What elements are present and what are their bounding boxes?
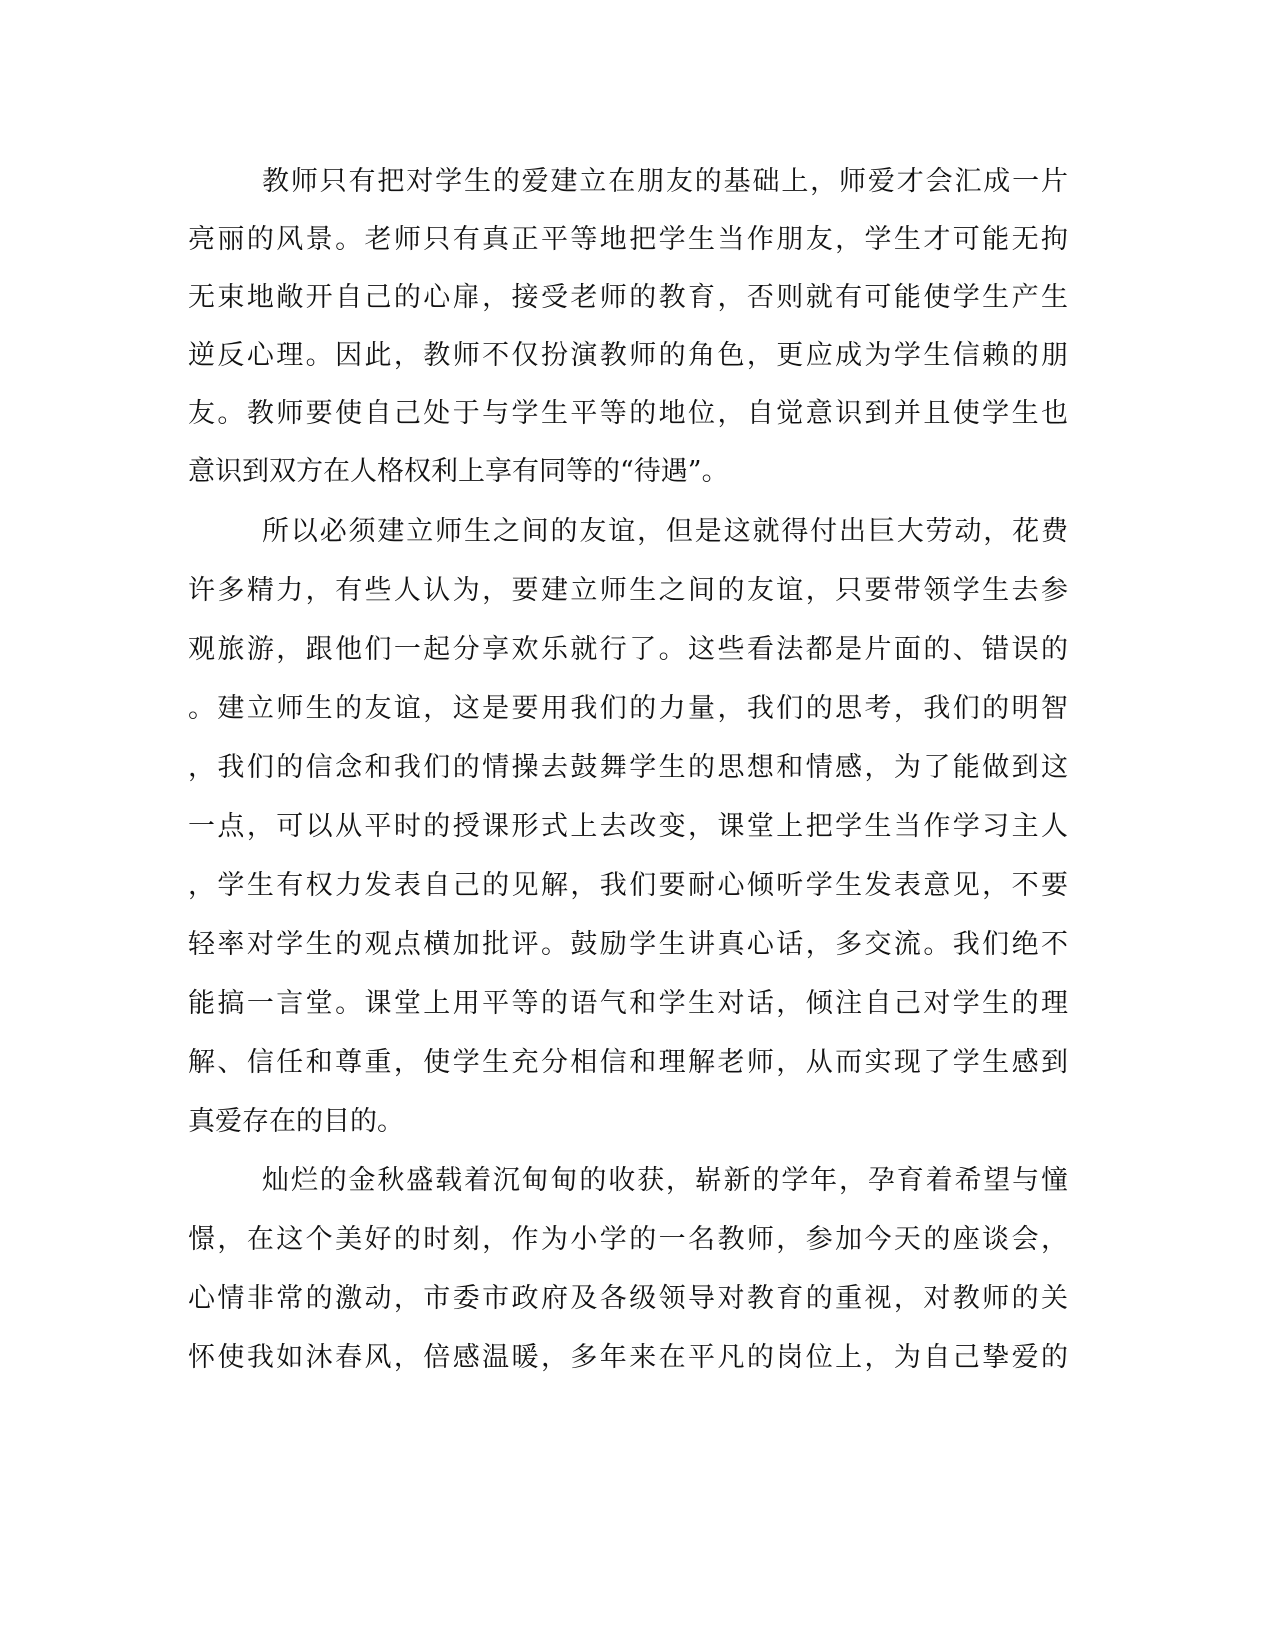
paragraph-1-line-6: 意识到双方在人格权利上享有同等的“待遇”。: [188, 456, 729, 487]
paragraph-1-line-2: 亮丽的风景。老师只有真正平等地把学生当作朋友，学生才可能无拘: [188, 224, 1068, 255]
paragraph-2-line-3: 观旅游，跟他们一起分享欢乐就行了。这些看法都是片面的、错误的: [188, 634, 1068, 665]
paragraph-2-line-11: 真爱存在的目的。: [188, 1106, 404, 1137]
paragraph-2-line-6: 一点，可以从平时的授课形式上去改变，课堂上把学生当作学习主人: [188, 811, 1068, 842]
paragraph-1-line-3: 无束地敞开自己的心扉，接受老师的教育，否则就有可能使学生产生: [188, 282, 1068, 313]
paragraph-2-line-9: 能搞一言堂。课堂上用平等的语气和学生对话，倾注自己对学生的理: [188, 988, 1068, 1019]
paragraph-2-line-10: 解、信任和尊重，使学生充分相信和理解老师，从而实现了学生感到: [188, 1047, 1068, 1078]
paragraph-3-line-3: 心情非常的激动，市委市政府及各级领导对教育的重视，对教师的关: [188, 1283, 1068, 1314]
paragraph-2-line-1: 所以必须建立师生之间的友谊，但是这就得付出巨大劳动，花费: [262, 516, 1068, 547]
paragraph-1-line-4: 逆反心理。因此，教师不仅扮演教师的角色，更应成为学生信赖的朋: [188, 340, 1068, 371]
paragraph-1-line-5: 友。教师要使自己处于与学生平等的地位，自觉意识到并且使学生也: [188, 398, 1068, 429]
paragraph-2-line-2: 许多精力，有些人认为，要建立师生之间的友谊，只要带领学生去参: [188, 575, 1068, 606]
paragraph-1-line-1: 教师只有把对学生的爱建立在朋友的基础上，师爱才会汇成一片: [262, 166, 1068, 197]
paragraph-3-line-2: 憬，在这个美好的时刻，作为小学的一名教师，参加今天的座谈会，: [188, 1224, 1068, 1255]
paragraph-3-line-4: 怀使我如沐春风，倍感温暖，多年来在平凡的岗位上，为自己挚爱的: [188, 1342, 1068, 1373]
paragraph-2-line-8: 轻率对学生的观点横加批评。鼓励学生讲真心话，多交流。我们绝不: [188, 929, 1068, 960]
paragraph-2-line-7: ，学生有权力发表自己的见解，我们要耐心倾听学生发表意见，不要: [188, 870, 1068, 901]
paragraph-2-line-5: ，我们的信念和我们的情操去鼓舞学生的思想和情感，为了能做到这: [188, 752, 1068, 783]
paragraph-3-line-1: 灿烂的金秋盛载着沉甸甸的收获，崭新的学年，孕育着希望与憧: [262, 1165, 1068, 1196]
paragraph-2-line-4: 。建立师生的友谊，这是要用我们的力量，我们的思考，我们的明智: [188, 693, 1068, 724]
